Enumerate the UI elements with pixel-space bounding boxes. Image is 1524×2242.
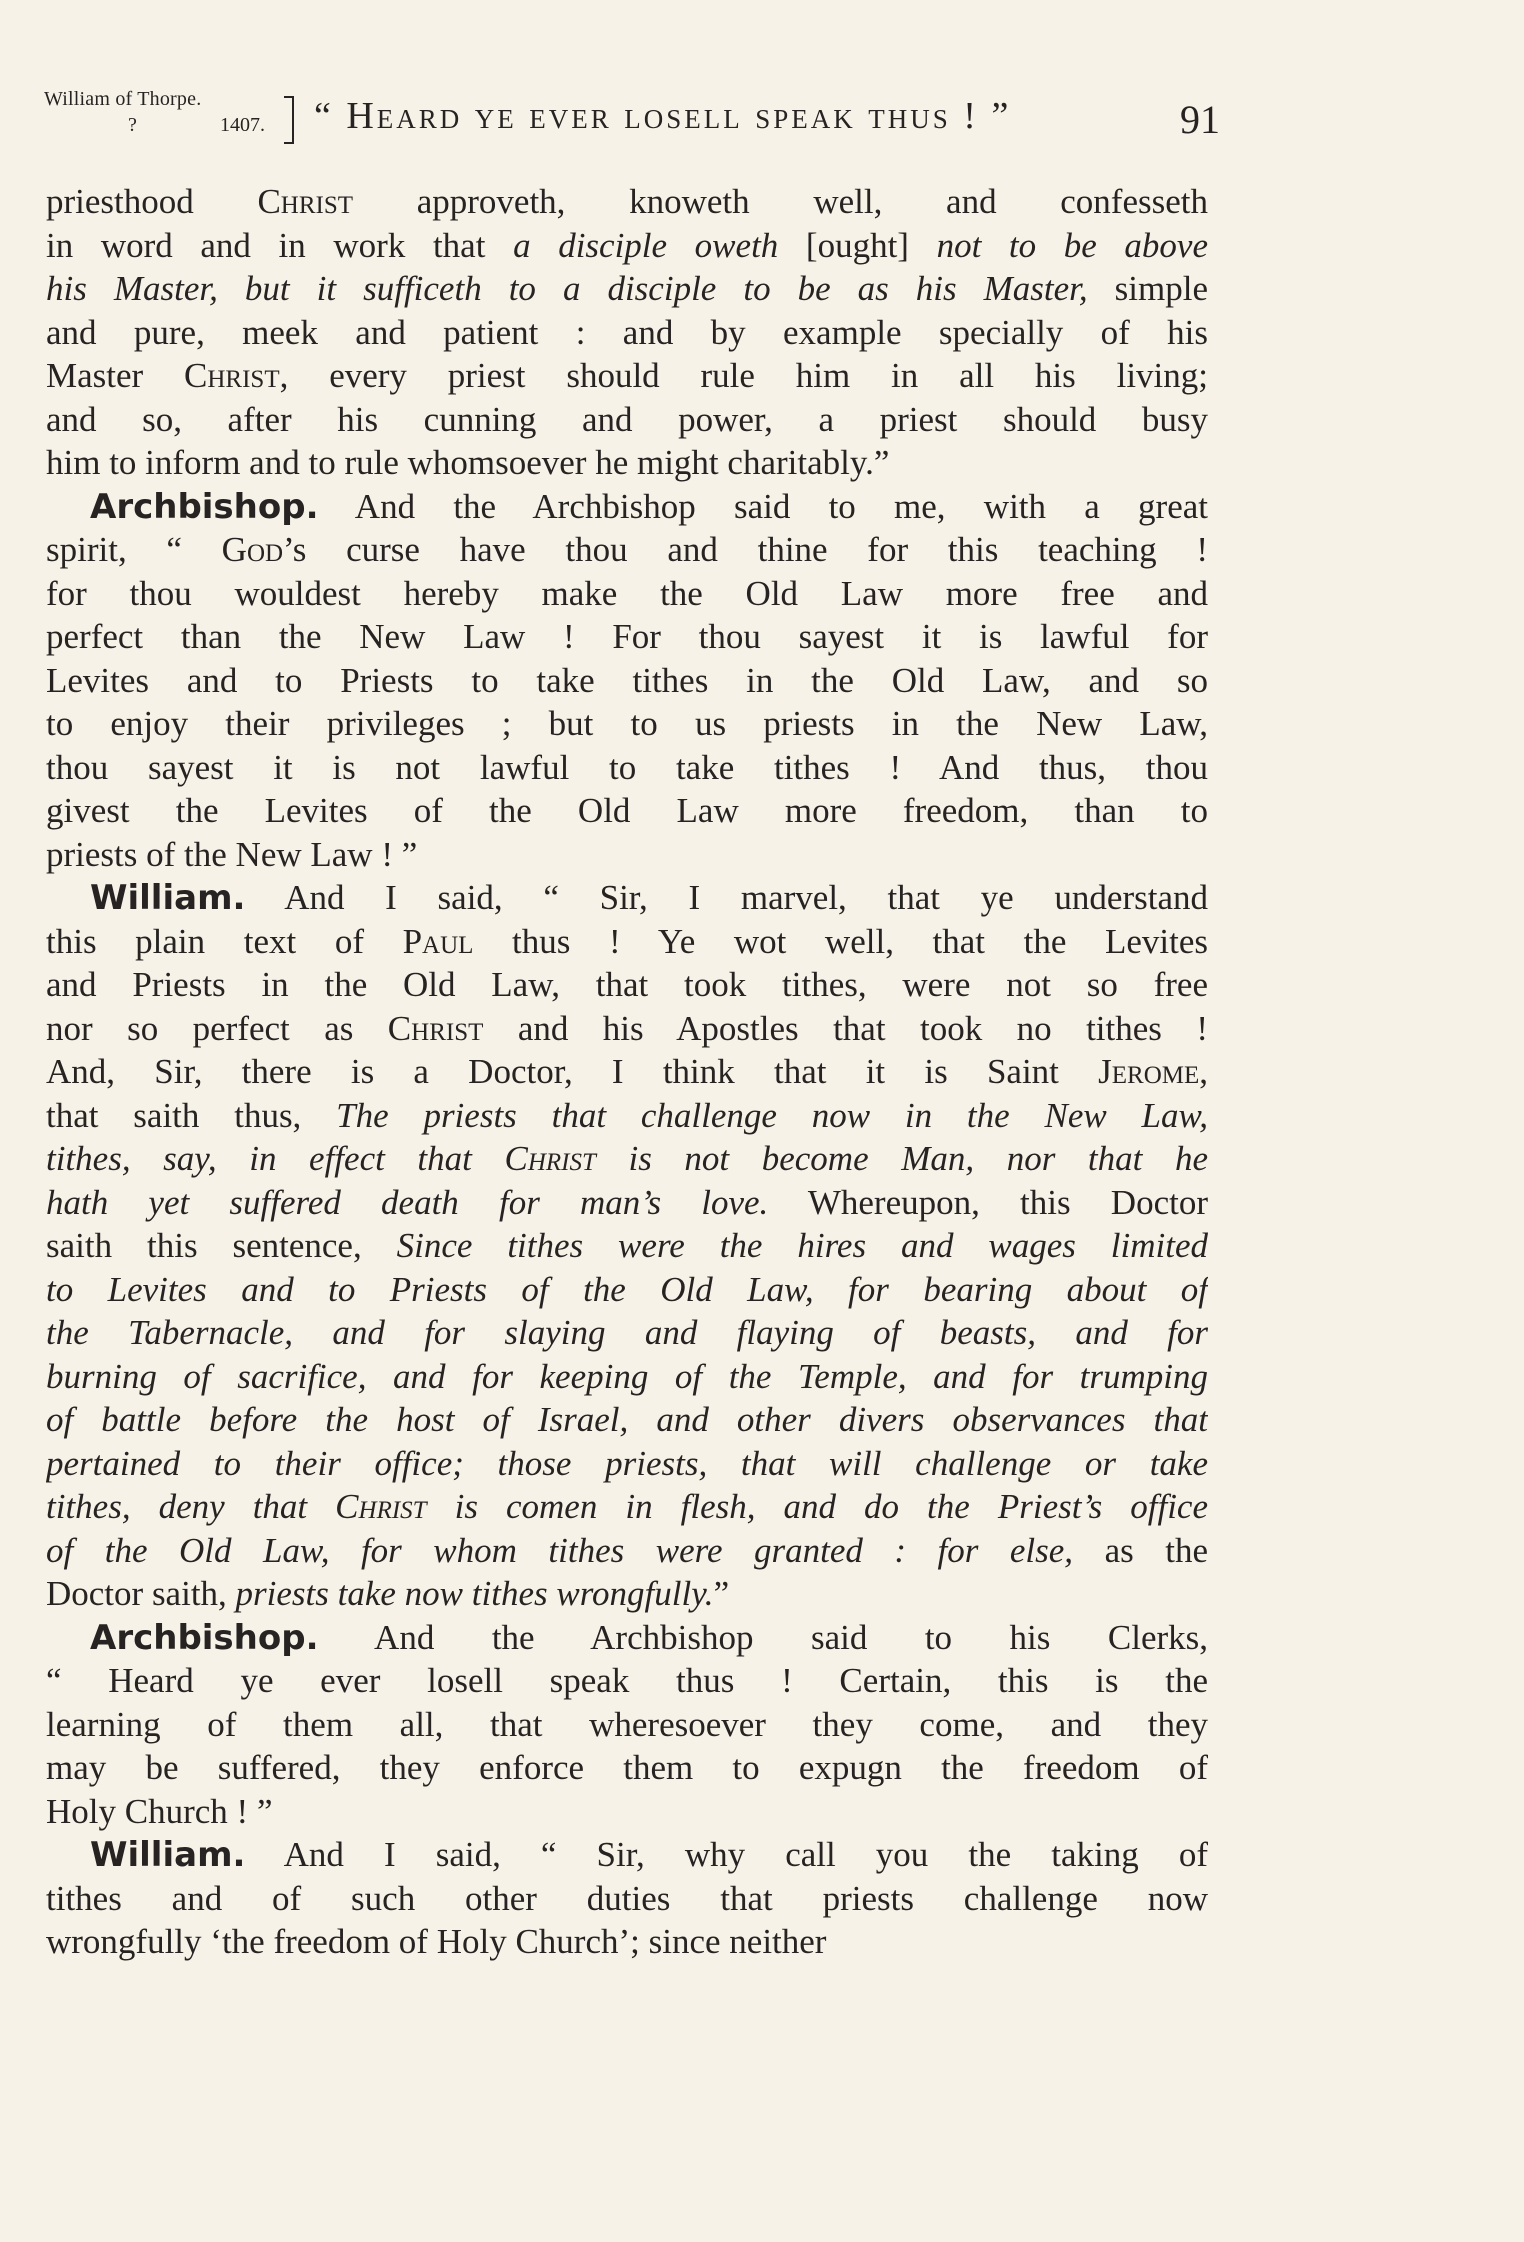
text-line: and Priests in the Old Law, that took tithes, were not so free [46,965,1208,1004]
speaker-label: William. [90,1835,246,1875]
text-line: of the Old Law, for whom tithes were granted : for else, as the [46,1530,1208,1570]
page-number: 91 [1180,97,1220,142]
text-line: priests of the New Law ! ” [46,834,418,874]
text-line: “ Heard ye ever losell speak thus ! Certain, this is the [46,1661,1208,1700]
side-note-year: 1407. [220,114,265,136]
text-line: his Master, but it sufficeth to a disciple to be as his Master, simple [46,269,1208,308]
text-line: hath yet suffered death for man’s love. Whereupon, this Doctor [46,1182,1208,1222]
side-note-bracket [284,96,294,144]
speaker-label: William. [90,878,246,918]
text-line: Archbishop. And the Archbishop said to me, with a great [90,486,1208,527]
side-note-query: ? [128,114,137,136]
text-line: Levites and to Priests to take tithes in the Old Law, and so [46,660,1208,700]
text-line: thou sayest it is not lawful to take tithes ! And thus, thou [46,747,1208,787]
text-line: And, Sir, there is a Doctor, I think that it is Saint Jerome, [46,1052,1208,1091]
speaker-label: Archbishop. [90,1617,319,1658]
text-line: priesthood Christ approveth, knoweth well, and confesseth [46,182,1208,221]
speaker-label: Archbishop. [90,486,319,527]
text-line: tithes and of such other duties that priests challenge now [46,1878,1208,1918]
text-line: tithes, say, in effect that Christ is not become Man, nor that he [46,1139,1208,1178]
text-line: tithes, deny that Christ is comen in flesh, and do the Priest’s office [46,1487,1208,1526]
text-line: for thou wouldest hereby make the Old Law more free and [46,573,1208,613]
running-title: “ Heard ye ever losell speak thus ! ” [314,95,1012,137]
text-line: saith this sentence, Since tithes were the hires and wages limited [46,1226,1208,1265]
text-line: William. And I said, “ Sir, why call you the taking of [90,1835,1208,1875]
text-line: givest the Levites of the Old Law more freedom, than to [46,791,1208,830]
text-line: Master Christ, every priest should rule him in all his living; [46,356,1208,395]
text-line: him to inform and to rule whomsoever he might charitably.” [46,443,890,482]
text-line: nor so perfect as Christ and his Apostles that took no tithes ! [46,1008,1208,1048]
text-line: and pure, meek and patient : and by example specially of his [46,312,1208,352]
text-line: may be suffered, they enforce them to expugn the freedom of [46,1748,1208,1787]
running-head [44,88,1220,148]
text-line: William. And I said, “ Sir, I marvel, that ye understand [90,878,1208,918]
text-line: pertained to their office; those priests, that will challenge or take [46,1443,1208,1483]
text-line: burning of sacrifice, and for keeping of the Temple, and for trumping [46,1356,1208,1396]
text-line: Archbishop. And the Archbishop said to his Clerks, [90,1617,1208,1658]
text-line: of battle before the host of Israel, and other divers observances that [46,1400,1208,1439]
side-note [44,88,299,146]
body-text [46,180,1208,1964]
text-line: in word and in work that a disciple oweth [ought] not to be above [46,225,1208,265]
text-line: to Levites and to Priests of the Old Law, for bearing about of [46,1269,1208,1309]
text-line: spirit, “ God’s curse have thou and thine for this teaching ! [46,530,1208,569]
text-line: that saith thus, The priests that challenge now in the New Law, [46,1095,1208,1135]
text-line: Doctor saith, priests take now tithes wrongfully.” [46,1574,730,1613]
text-line: this plain text of Paul thus ! Ye wot well, that the Levites [46,921,1208,961]
text-line: learning of them all, that wheresoever they come, and they [46,1704,1208,1744]
side-note-author: William of Thorpe. [44,88,202,110]
text-line: and so, after his cunning and power, a priest should busy [46,399,1208,439]
text-line: wrongfully ‘the freedom of Holy Church’; since neither [46,1922,827,1961]
text-line: to enjoy their privileges ; but to us priests in the New Law, [46,704,1208,743]
text-line: Holy Church ! ” [46,1791,273,1831]
text-line: perfect than the New Law ! For thou sayest it is lawful for [46,617,1208,656]
text-line: the Tabernacle, and for slaying and flaying of beasts, and for [46,1313,1208,1352]
